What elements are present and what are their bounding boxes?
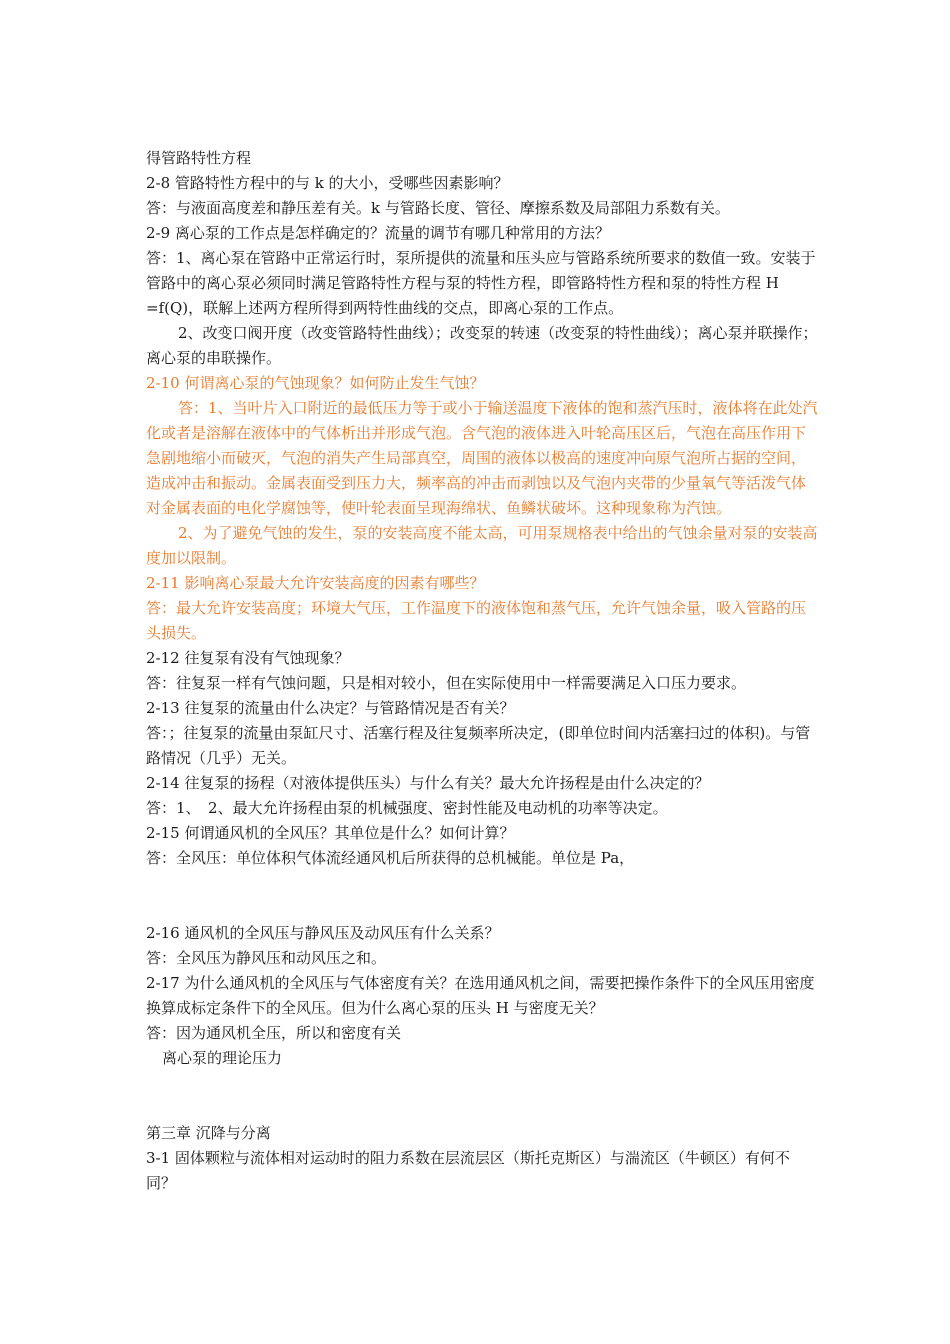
answer-2-8: 答：与液面高度差和静压差有关。k 与管路长度、管径、摩擦系数及局部阻力系数有关。 — [146, 199, 730, 217]
blank-space — [146, 871, 818, 921]
answer-2-17: 答：因为通风机全压，所以和密度有关 — [146, 1024, 402, 1042]
answer-2-12: 答：往复泵一样有气蚀问题，只是相对较小，但在实际使用中一样需要满足入口压力要求。 — [146, 674, 747, 692]
document-page — [146, 146, 818, 1196]
answer-2-10-part1: 答：1、当叶片入口附近的最低压力等于或小于输送温度下液体的饱和蒸汽压时，液体将在此处汽化或者是溶解在液体中的气体析出并形成气泡。含气泡的液体进入叶轮高压区后，气泡在高压作用下急剧地缩小而破灭，气泡的消失产生局部真空，周围的液体以极高的速度冲向原气泡所占据的空间，造成冲击和振动。金属表面受到压力大，频率高的冲击而剥蚀以及气泡内夹带的少量氧气等活泼气体对金属表面的电化学腐蚀等，使叶轮表面呈现海绵状、鱼鳞状破坏。这种现象称为汽蚀。 — [146, 399, 818, 517]
answer-2-10-part2: 2、为了避免气蚀的发生，泵的安装高度不能太高，可用泵规格表中给出的气蚀余量对泵的安装高度加以限制。 — [146, 524, 818, 567]
question-2-12: 2-12 往复泵有没有气蚀现象？ — [146, 649, 350, 667]
question-2-8: 2-8 管路特性方程中的与 k 的大小，受哪些因素影响？ — [146, 174, 509, 192]
question-2-11: 2-11 影响离心泵最大允许安装高度的因素有哪些？ — [146, 574, 485, 592]
blank-space — [146, 1071, 818, 1121]
answer-2-14: 答：1、 2、最大允许扬程由泵的机械强度、密封性能及电动机的功率等决定。 — [146, 799, 668, 817]
question-2-17: 2-17 为什么通风机的全风压与气体密度有关？在选用通风机之间，需要把操作条件下的全风压用密度换算成标定条件下的全风压。但为什么离心泵的压头 H 与密度无关？ — [146, 974, 815, 1017]
question-2-16: 2-16 通风机的全风压与静风压及动风压有什么关系？ — [146, 924, 500, 942]
answer-2-9-part2: 2、改变口阀开度（改变管路特性曲线）；改变泵的转速（改变泵的特性曲线）；离心泵并联操作；离心泵的串联操作。 — [146, 324, 818, 367]
answer-2-17-note: 离心泵的理论压力 — [162, 1049, 283, 1067]
question-2-13: 2-13 往复泵的流量由什么决定？与管路情况是否有关？ — [146, 699, 515, 717]
paragraph: 得管路特性方程 — [146, 149, 252, 167]
chapter-heading: 第三章 沉降与分离 — [146, 1124, 271, 1142]
question-2-9: 2-9 离心泵的工作点是怎样确定的？流量的调节有哪几种常用的方法？ — [146, 224, 610, 242]
question-2-15: 2-15 何谓通风机的全风压？其单位是什么？如何计算？ — [146, 824, 515, 842]
answer-2-9-part1: 答：1、离心泵在管路中正常运行时，泵所提供的流量和压头应与管路系统所要求的数值一致。安装于管路中的离心泵必须同时满足管路特性方程与泵的特性方程，即管路特性方程和泵的特性方程 H =f(Q)，联解上述两方程所得到两特性曲线的交点，即离心泵的工作点。 — [146, 249, 816, 317]
answer-2-16: 答：全风压为静风压和动风压之和。 — [146, 949, 387, 967]
answer-2-13: 答：；往复泵的流量由泵缸尺寸、活塞行程及往复频率所决定，(即单位时间内活塞扫过的体积)。与管路情况（几乎）无关。 — [146, 724, 811, 767]
question-2-10: 2-10 何谓离心泵的气蚀现象？如何防止发生气蚀？ — [146, 374, 485, 392]
question-3-1: 3-1 固体颗粒与流体相对运动时的阻力系数在层流层区（斯托克斯区）与湍流区（牛顿区）有何不同？ — [146, 1149, 790, 1192]
answer-2-11: 答：最大允许安装高度；环境大气压，工作温度下的液体饱和蒸气压，允许气蚀余量，吸入管路的压头损失。 — [146, 599, 807, 642]
answer-2-15: 答：全风压：单位体积气体流经通风机后所获得的总机械能。单位是 Pa， — [146, 849, 635, 867]
question-2-14: 2-14 往复泵的扬程（对液体提供压头）与什么有关？最大允许扬程是由什么决定的？ — [146, 774, 710, 792]
